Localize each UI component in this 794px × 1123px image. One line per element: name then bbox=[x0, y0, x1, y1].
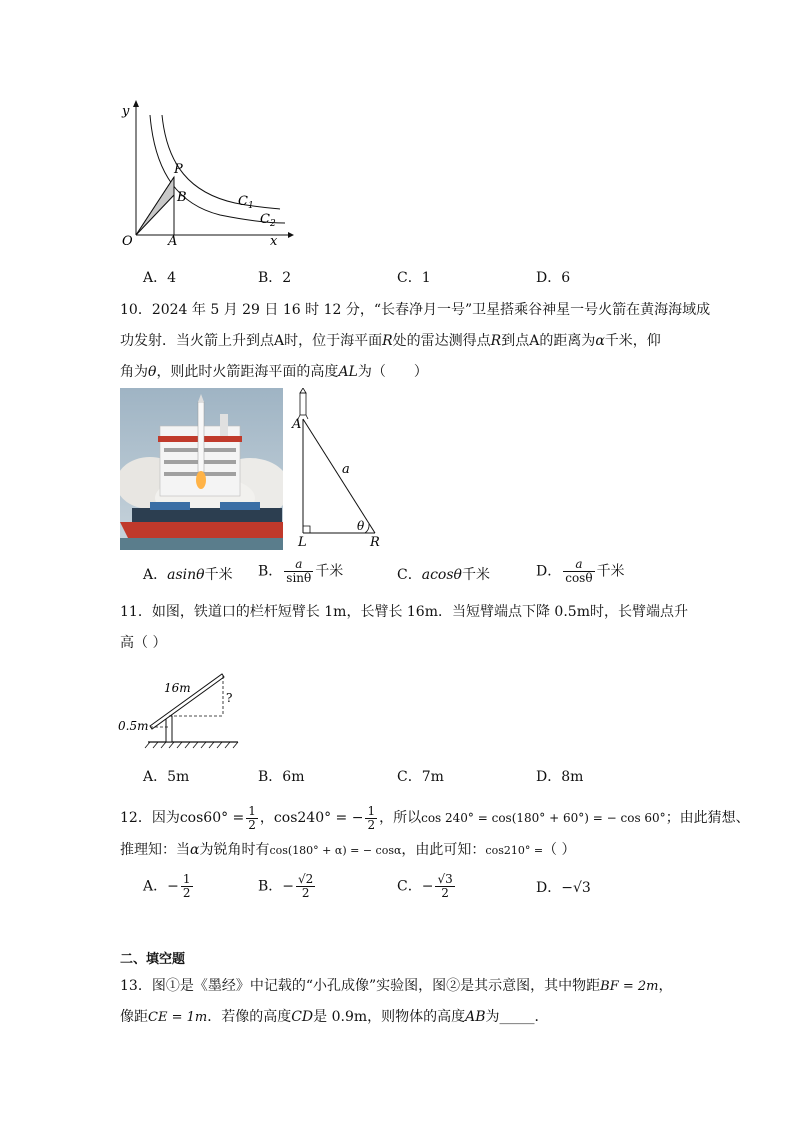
q12-option-d: D．−√3 bbox=[536, 880, 591, 896]
q12-option-b: B．− $\frac{√2}{2}$ bbox=[258, 872, 314, 900]
q11-option-d: D．8m bbox=[536, 769, 584, 785]
q12-line2: 推理知：当α为锐角时有cos(180° + α) = − cosα，由此可知：cos210° =（ ） bbox=[120, 842, 576, 858]
fig9-o: O bbox=[122, 234, 133, 249]
fig10-theta: θ bbox=[357, 519, 365, 533]
fig9-y: y bbox=[122, 104, 130, 119]
fig9-c2-sub: 2 bbox=[269, 219, 276, 229]
q10-line1: 10．2024 年 5 月 29 日 16 时 12 分，“长春净月一号”卫星搭乘谷神星一号火箭在黄海海域成 bbox=[120, 302, 711, 318]
q10-option-c: C．acosθ千米 bbox=[397, 567, 490, 583]
section-title: 二、填空题 bbox=[120, 952, 186, 967]
fig11-question: ? bbox=[226, 691, 233, 705]
q9-option-b: B．2 bbox=[258, 270, 292, 286]
fig11-05m: 0.5m bbox=[118, 719, 149, 733]
fig9-c2: C bbox=[260, 212, 270, 227]
q10-option-b: B． $\frac{a}{\sin\theta}$ 千米 bbox=[258, 557, 344, 585]
q11-option-b: B．6m bbox=[258, 769, 305, 785]
rocket-icon bbox=[298, 388, 308, 419]
q9-option-a: A．4 bbox=[143, 270, 177, 286]
fig10-A: A bbox=[292, 417, 302, 432]
fig10-a: a bbox=[342, 462, 350, 477]
q11-line1: 11．如图，铁道口的栏杆短臂长 1m，长臂长 16m．当短臂端点下降 0.5m时，长臂端点升 bbox=[120, 604, 688, 620]
fig11-16m: 16m bbox=[164, 681, 191, 695]
rocket-launch-photo bbox=[120, 388, 283, 550]
q10-triangle-figure bbox=[290, 388, 385, 550]
q11-barrier-figure bbox=[118, 664, 248, 750]
q9-option-d: D．6 bbox=[536, 270, 571, 286]
q10-option-d: D． $\frac{a}{\cos\theta}$ 千米 bbox=[536, 557, 625, 585]
q9-option-c: C．1 bbox=[397, 270, 431, 286]
q9-figure bbox=[110, 95, 295, 255]
fig9-p: P bbox=[174, 162, 183, 177]
fig10-L: L bbox=[298, 535, 307, 550]
q10-line3: 角为θ，则此时火箭距海平面的高度AL为（ ） bbox=[120, 364, 428, 380]
q13-line1: 13．图①是《墨经》中记载的“小孔成像”实验图，图②是其示意图，其中物距BF = 2m， bbox=[120, 978, 673, 994]
q12-option-c: C．− $\frac{√3}{2}$ bbox=[397, 872, 453, 900]
fig9-b: B bbox=[177, 190, 187, 205]
q11-option-a: A．5m bbox=[143, 769, 190, 785]
q10-option-a: A．asinθ千米 bbox=[143, 567, 233, 583]
q10-line2: 功发射．当火箭上升到点A时，位于海平面R处的雷达测得点R到点A的距离为α千米，仰 bbox=[120, 333, 661, 349]
fig9-c1-sub: 1 bbox=[247, 201, 254, 211]
q12-option-a: A．− $\frac{1}{2}$ bbox=[143, 872, 191, 900]
fig9-x: x bbox=[270, 234, 278, 249]
svg-text:C2 bbox=[260, 212, 276, 229]
svg-text:C1 bbox=[238, 194, 254, 211]
q11-option-c: C．7m bbox=[397, 769, 444, 785]
fig10-R: R bbox=[370, 535, 380, 550]
q11-line2: 高（ ） bbox=[120, 635, 167, 651]
q12-line1: 12．因为cos60° = $\frac{1}{2}$ ，cos240° = − $\frac{1}{2}$ ，所以cos 240° = cos(180° + 60°) = − cos 60°；由此猜想、 bbox=[120, 803, 750, 832]
q13-line2: 像距CE = 1m．若像的高度CD是 0.9m，则物体的高度AB为_____． bbox=[120, 1009, 549, 1025]
fig9-a: A bbox=[168, 234, 178, 249]
fig9-c1: C bbox=[238, 194, 248, 209]
